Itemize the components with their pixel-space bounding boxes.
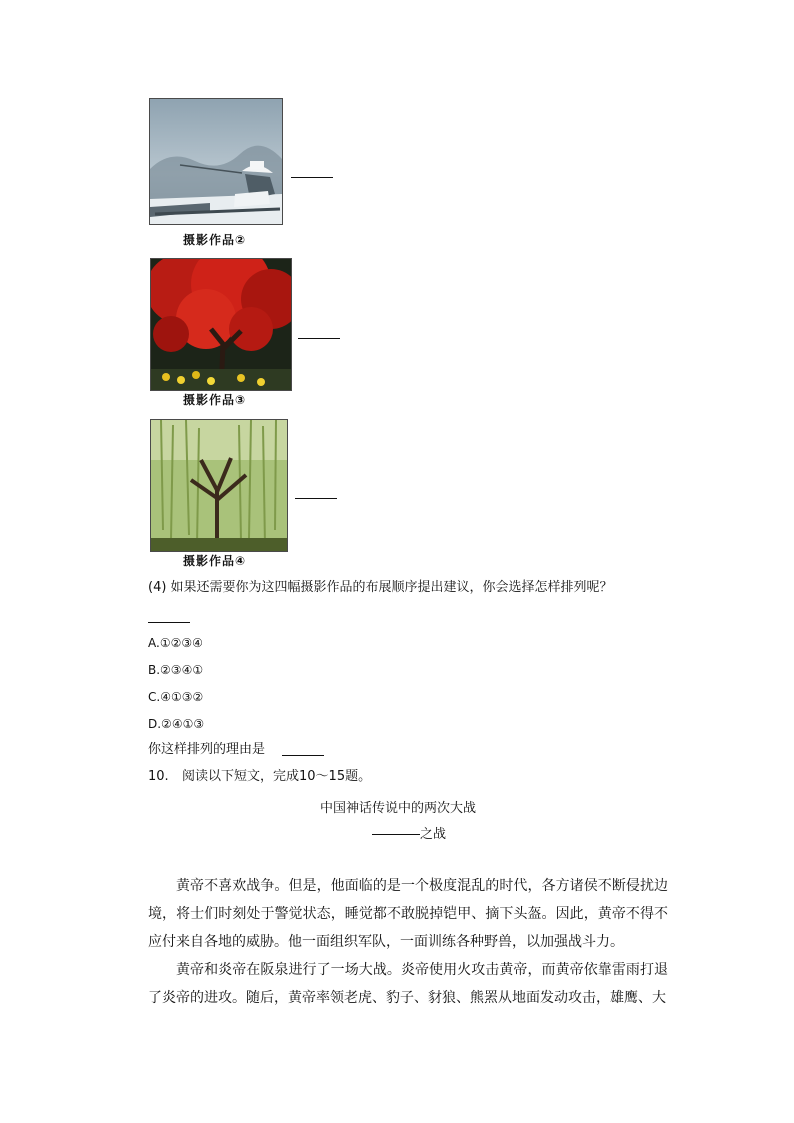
photo-caption: 摄影作品③ xyxy=(183,393,247,407)
red-maple-photo-icon xyxy=(151,259,291,390)
answer-blank-photo-4[interactable] xyxy=(295,498,337,499)
answer-blank-photo-3[interactable] xyxy=(298,338,340,339)
answer-blank-question-4[interactable] xyxy=(148,622,190,623)
article-paragraph-2: 黄帝和炎帝在阪泉进行了一场大战。炎帝使用火攻击黄帝，而黄帝依靠雷雨打退了炎帝的进攻。随后，黄帝率领老虎、豹子、豺狼、熊罴从地面发动攻击，雄鹰、大 xyxy=(148,962,668,1006)
photo-3 xyxy=(150,258,292,391)
question-10-number: 10. xyxy=(148,769,169,784)
option-d[interactable]: D.②④①③ xyxy=(148,717,205,731)
option-c[interactable]: C.④①③② xyxy=(148,690,204,704)
option-a[interactable]: A.①②③④ xyxy=(148,636,203,650)
snow-lantern-photo-icon xyxy=(150,99,282,224)
answer-blank-subtitle[interactable] xyxy=(372,834,420,835)
question-10-instruction: 阅读以下短文，完成10～15题。 xyxy=(182,769,372,784)
article-subtitle xyxy=(372,823,446,842)
question-4-prompt: (4) 如果还需要你为这四幅摄影作品的布展顺序提出建议，你会选择怎样排列呢？ xyxy=(148,580,613,595)
photo-4 xyxy=(150,419,288,552)
photo-caption: 摄影作品② xyxy=(183,233,247,247)
photo-2 xyxy=(149,98,283,225)
answer-blank-photo-2[interactable] xyxy=(291,177,333,178)
answer-blank-reason[interactable] xyxy=(282,755,324,756)
article-title: 中国神话传说中的两次大战 xyxy=(319,801,476,816)
reason-label: 你这样排列的理由是 xyxy=(148,742,266,757)
article-paragraph-1: 黄帝不喜欢战争。但是，他面临的是一个极度混乱的时代，各方诸侯不断侵扰边境，将士们时刻处于警觉状态，睡觉都不敢脱掉铠甲、摘下头盔。因此，黄帝不得不应付来自各地的威胁。他一面组织军队，一面训练各种野兽，以加强战斗力。 xyxy=(148,878,668,950)
photo-caption: 摄影作品④ xyxy=(183,554,247,568)
option-b[interactable]: B.②③④① xyxy=(148,663,204,677)
article-subtitle-suffix: 之战 xyxy=(420,827,447,842)
willow-tree-photo-icon xyxy=(151,420,287,551)
